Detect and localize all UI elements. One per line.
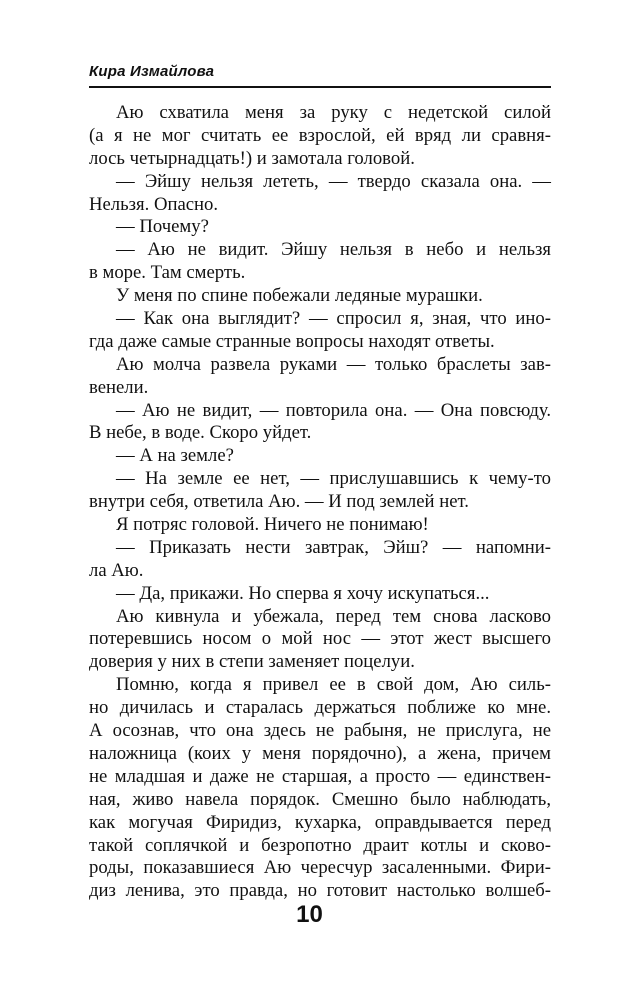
text-line: — Почему? bbox=[116, 216, 209, 238]
header-rule bbox=[89, 86, 551, 88]
text-line: Я потряс головой. Ничего не понимаю! bbox=[116, 514, 429, 536]
text-line: Аю схватила меня за руку с недетской силой bbox=[116, 102, 551, 123]
body-text bbox=[89, 102, 551, 903]
text-line: лось четырнадцать!) и замотала головой. bbox=[89, 147, 415, 169]
text-line: как могучая Фиридиз, кухарка, оправдывается перед bbox=[89, 811, 551, 833]
text-line: гда даже самые странные вопросы находят ответы. bbox=[89, 330, 495, 352]
text-line: но дичилась и старалась держаться поближе ко мне. bbox=[89, 697, 551, 719]
text-line: такой соплячкой и безропотно драит котлы и сково- bbox=[89, 834, 551, 856]
page-number: 10 bbox=[296, 901, 323, 928]
text-line: — Аю не видит. Эйшу нельзя в небо и нельзя bbox=[116, 239, 551, 261]
text-line: в море. Там смерть. bbox=[89, 262, 246, 284]
text-line: диз ленива, это правда, но готовит настолько волшеб- bbox=[89, 880, 551, 902]
text-line: наложница (коих у меня порядочно), а жена, причем bbox=[89, 742, 551, 764]
text-line: — Приказать нести завтрак, Эйш? — напомни- bbox=[116, 536, 551, 558]
text-line: Помню, когда я привел ее в свой дом, Аю силь- bbox=[116, 674, 551, 696]
text-line: внутри себя, ответила Аю. — И под землей нет. bbox=[89, 491, 469, 513]
text-line: Аю кивнула и убежала, перед тем снова ласково bbox=[116, 605, 551, 627]
text-line: Нельзя. Опасно. bbox=[89, 193, 219, 215]
text-line: В небе, в воде. Скоро уйдет. bbox=[89, 422, 312, 444]
text-line: (а я не мог считать ее взрослой, ей вряд ли сравня- bbox=[89, 124, 551, 146]
text-line: — Да, прикажи. Но сперва я хочу искупаться... bbox=[116, 582, 490, 604]
text-line: — Аю не видит, — повторила она. — Она повсюду. bbox=[116, 399, 551, 421]
text-line: потеревшись носом о мой нос — этот жест высшего bbox=[89, 628, 551, 650]
text-line: венели. bbox=[89, 376, 149, 398]
text-line: Аю молча развела руками — только браслеты зав- bbox=[116, 353, 551, 375]
text-line: У меня по спине побежали ледяные мурашки. bbox=[116, 285, 483, 307]
text-line: А осознав, что она здесь не рабыня, не прислуга, не bbox=[89, 720, 551, 742]
text-line: ная, живо навела порядок. Смешно было наблюдать, bbox=[89, 788, 551, 810]
text-line: роды, показавшиеся Аю чересчур засаленными. Фири- bbox=[89, 857, 551, 879]
text-line: не младшая и даже не старшая, а просто — единствен- bbox=[89, 765, 551, 787]
text-line: — Как она выглядит? — спросил я, зная, что ино- bbox=[116, 308, 551, 330]
text-line: — А на земле? bbox=[116, 445, 234, 467]
text-line: ла Аю. bbox=[89, 559, 144, 581]
text-line: — На земле ее нет, — прислушавшись к чему-то bbox=[116, 468, 551, 490]
running-head-author: Кира Измайлова bbox=[89, 63, 215, 80]
text-line: доверия у них в степи заменяет поцелуи. bbox=[89, 651, 415, 673]
text-line: — Эйшу нельзя лететь, — твердо сказала она. — bbox=[116, 170, 551, 192]
